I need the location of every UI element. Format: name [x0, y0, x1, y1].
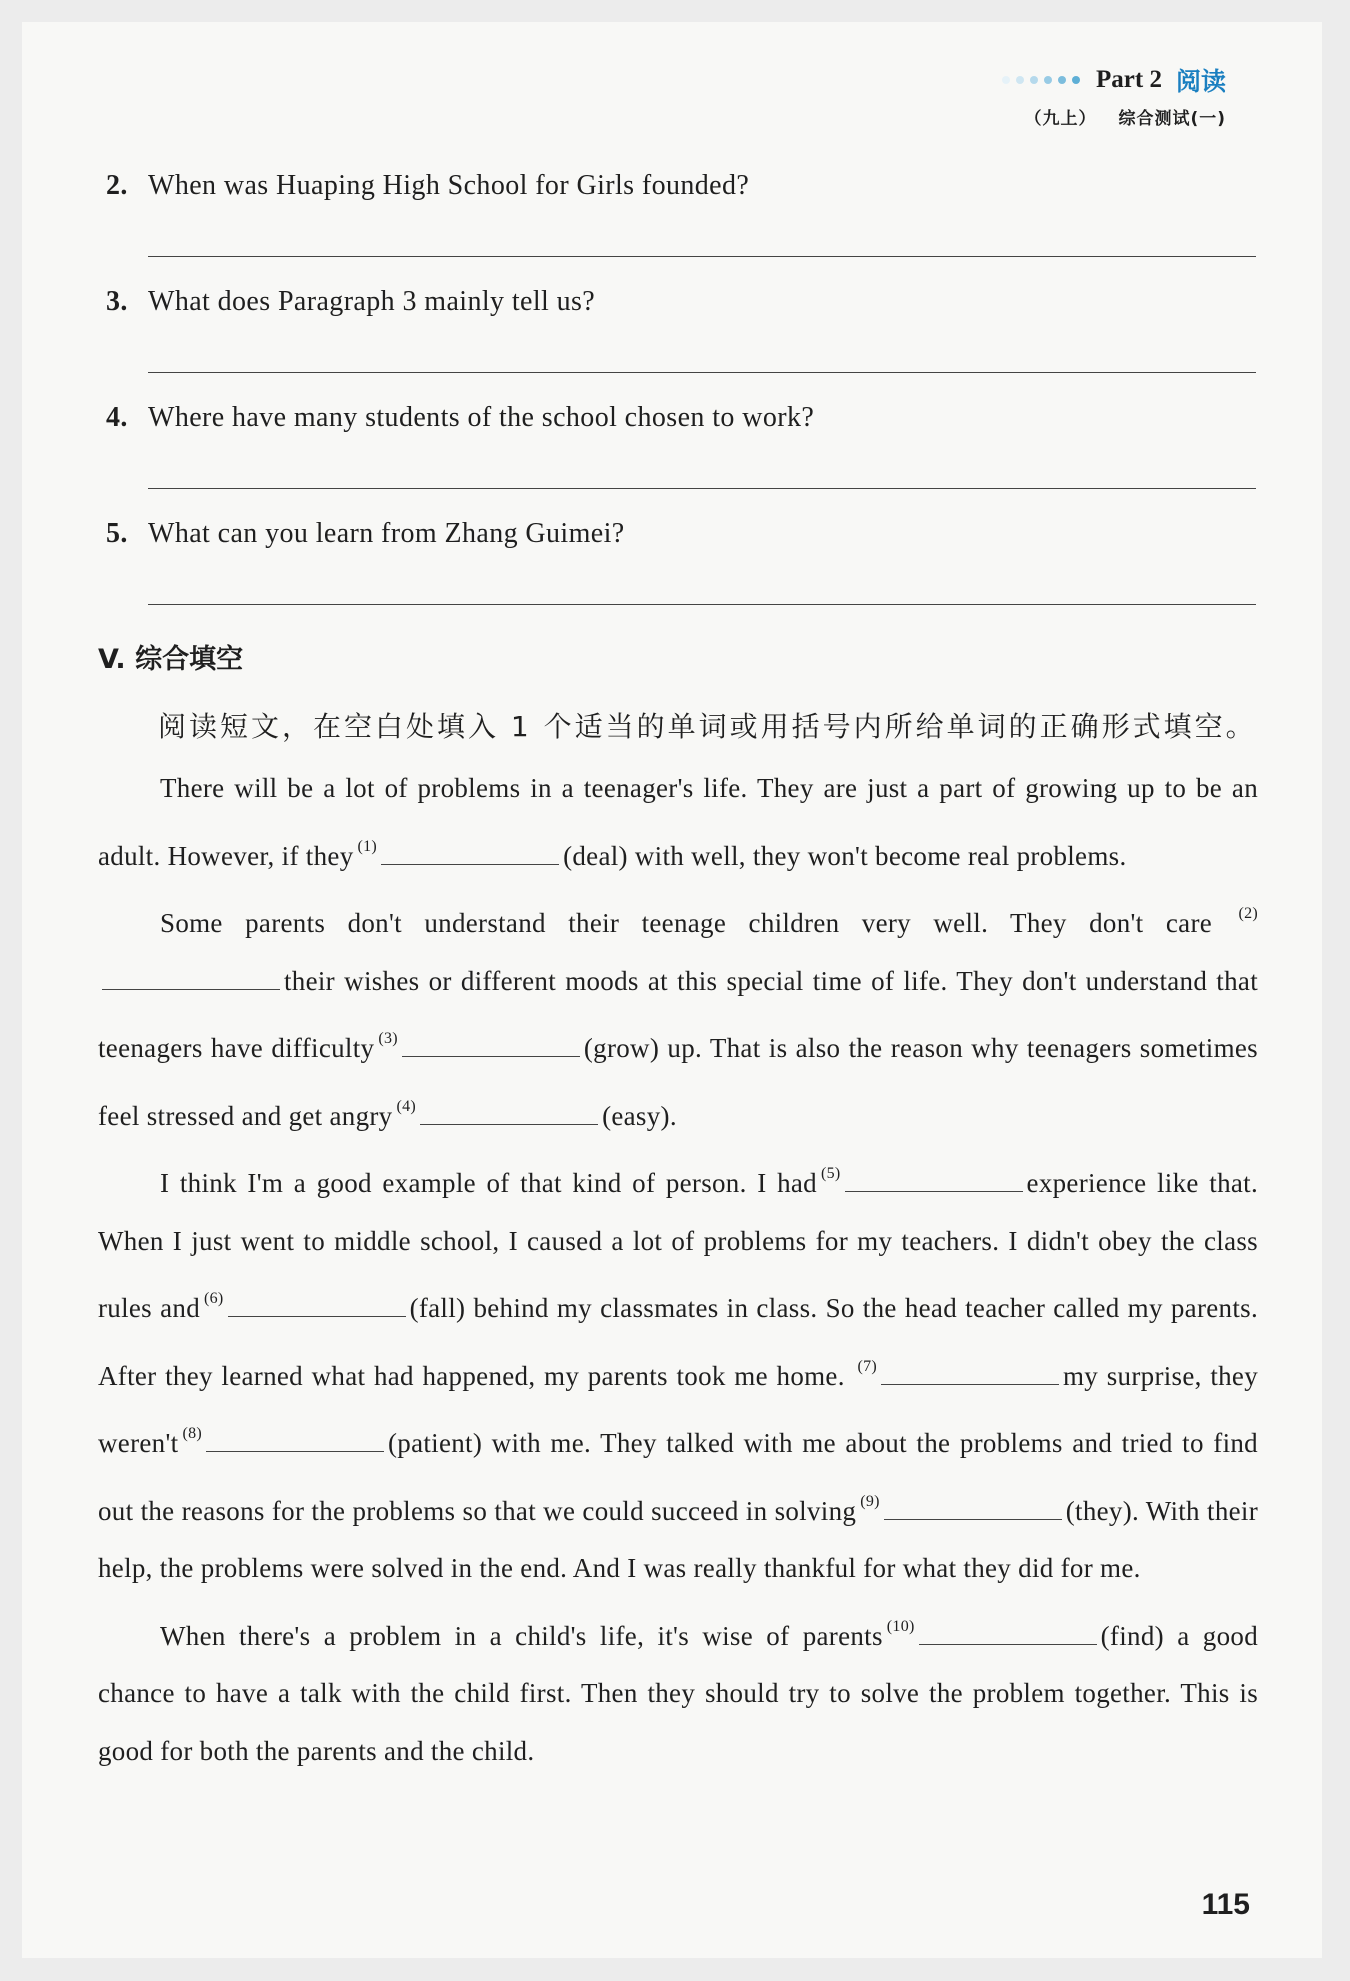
blank-3[interactable] — [402, 1034, 580, 1057]
grade-label: （九上） — [1024, 109, 1097, 129]
blank-number: (9) — [860, 1492, 880, 1510]
question-text: Where have many students of the school chosen to work? — [148, 402, 815, 433]
passage-text: my surprise, they weren't — [98, 1360, 1259, 1458]
blank-5[interactable] — [845, 1169, 1023, 1192]
answer-line[interactable] — [148, 256, 1256, 257]
blank-8[interactable] — [206, 1429, 384, 1452]
workbook-page — [22, 22, 1322, 1958]
blank-number: (7) — [857, 1357, 877, 1375]
blank-number: (3) — [378, 1030, 398, 1047]
passage-text: (fall) behind my classmates in class. So the head teacher called my parents. After they learned what had happened, my parents took me home. — [98, 1293, 1259, 1391]
question-text: When was Huaping High School for Girls founded? — [148, 170, 750, 201]
passage-text: (deal) with well, they won't become real problems. — [563, 840, 1127, 871]
passage-text: (patient) with me. They talked with me about the problems and tried to find out the reasons for the problems so that we could succeed in solving — [98, 1428, 1258, 1526]
answer-line[interactable] — [148, 604, 1256, 605]
blank-10[interactable] — [919, 1622, 1097, 1645]
dot — [1072, 76, 1080, 84]
blank-4[interactable] — [420, 1102, 598, 1125]
blank-7[interactable] — [881, 1362, 1059, 1385]
test-label: 综合测试(一) — [1118, 109, 1226, 129]
header-subtitle — [1002, 104, 1226, 129]
answer-line[interactable] — [148, 488, 1256, 489]
blank-number: (2) — [1238, 905, 1258, 922]
question-text: What does Paragraph 3 mainly tell us? — [148, 286, 596, 317]
part-label: Part 2 — [1096, 66, 1162, 93]
passage-text: (easy). — [602, 1100, 677, 1131]
blank-1[interactable] — [381, 842, 559, 865]
question-number: 3. — [106, 286, 128, 317]
question-number: 5. — [106, 518, 128, 549]
question-number: 2. — [106, 170, 128, 201]
blank-number: (10) — [886, 1617, 915, 1635]
page-number: 115 — [1201, 1888, 1250, 1921]
dot — [1044, 76, 1052, 84]
decorative-dots — [1002, 71, 1086, 89]
blank-number: (1) — [357, 837, 378, 855]
blank-6[interactable] — [228, 1294, 406, 1317]
dot — [1002, 76, 1010, 84]
cloze-passage — [98, 760, 1258, 1780]
cloze-section — [98, 637, 1258, 1780]
passage-text: (grow) up. That is also the reason why teenagers sometimes feel stressed and get angry — [98, 1033, 1258, 1131]
blank-number: (8) — [182, 1425, 202, 1442]
question-list — [106, 170, 1256, 634]
question-item — [106, 170, 1256, 286]
passage-text: When there's a problem in a child's life, it's wise of parents — [160, 1620, 883, 1651]
blank-number: (5) — [820, 1165, 841, 1182]
passage-paragraph — [98, 1598, 1258, 1781]
question-item — [106, 286, 1256, 402]
passage-paragraph — [98, 1145, 1258, 1598]
section-heading: V. 综合填空 — [98, 644, 244, 675]
passage-text: their wishes or different moods at this special time of life. They don't understand that teenagers have difficulty — [98, 965, 1258, 1063]
dot — [1030, 76, 1038, 84]
passage-text: I think I'm a good example of that kind of person. I had — [160, 1168, 817, 1198]
dot — [1058, 76, 1066, 84]
section-instructions: 阅读短文，在空白处填入 1 个适当的单词或用括号内所给单词的正确形式填空。 — [158, 710, 1257, 743]
blank-2[interactable] — [102, 967, 280, 990]
question-text: What can you learn from Zhang Guimei? — [148, 518, 625, 549]
dot — [1016, 76, 1024, 84]
passage-text: Some parents don't understand their teenage children very well. They don't care — [160, 908, 1213, 938]
blank-9[interactable] — [884, 1497, 1062, 1520]
answer-line[interactable] — [148, 372, 1256, 373]
passage-text: (find) a good chance to have a talk with the child first. Then they should try to solve the problem together. This is good for both the parents and the child. — [98, 1620, 1259, 1766]
blank-number: (6) — [204, 1290, 224, 1307]
passage-text: There will be a lot of problems in a teenager's life. They are just a part of growing up to be an adult. However, if they — [98, 773, 1258, 871]
part-title: 阅读 — [1175, 67, 1226, 96]
blank-number: (4) — [396, 1097, 417, 1115]
passage-paragraph — [98, 760, 1258, 885]
passage-text: (they). With their help, the problems were solved in the end. And I was really thankful for what they did for me. — [98, 1495, 1259, 1583]
page-header — [1002, 62, 1226, 129]
passage-text: experience like that. When I just went to middle school, I caused a lot of problems for my teachers. I didn't obey the class rules and — [98, 1168, 1258, 1323]
passage-paragraph — [98, 885, 1258, 1145]
question-item — [106, 402, 1256, 518]
question-item — [106, 518, 1256, 634]
question-number: 4. — [106, 402, 128, 433]
